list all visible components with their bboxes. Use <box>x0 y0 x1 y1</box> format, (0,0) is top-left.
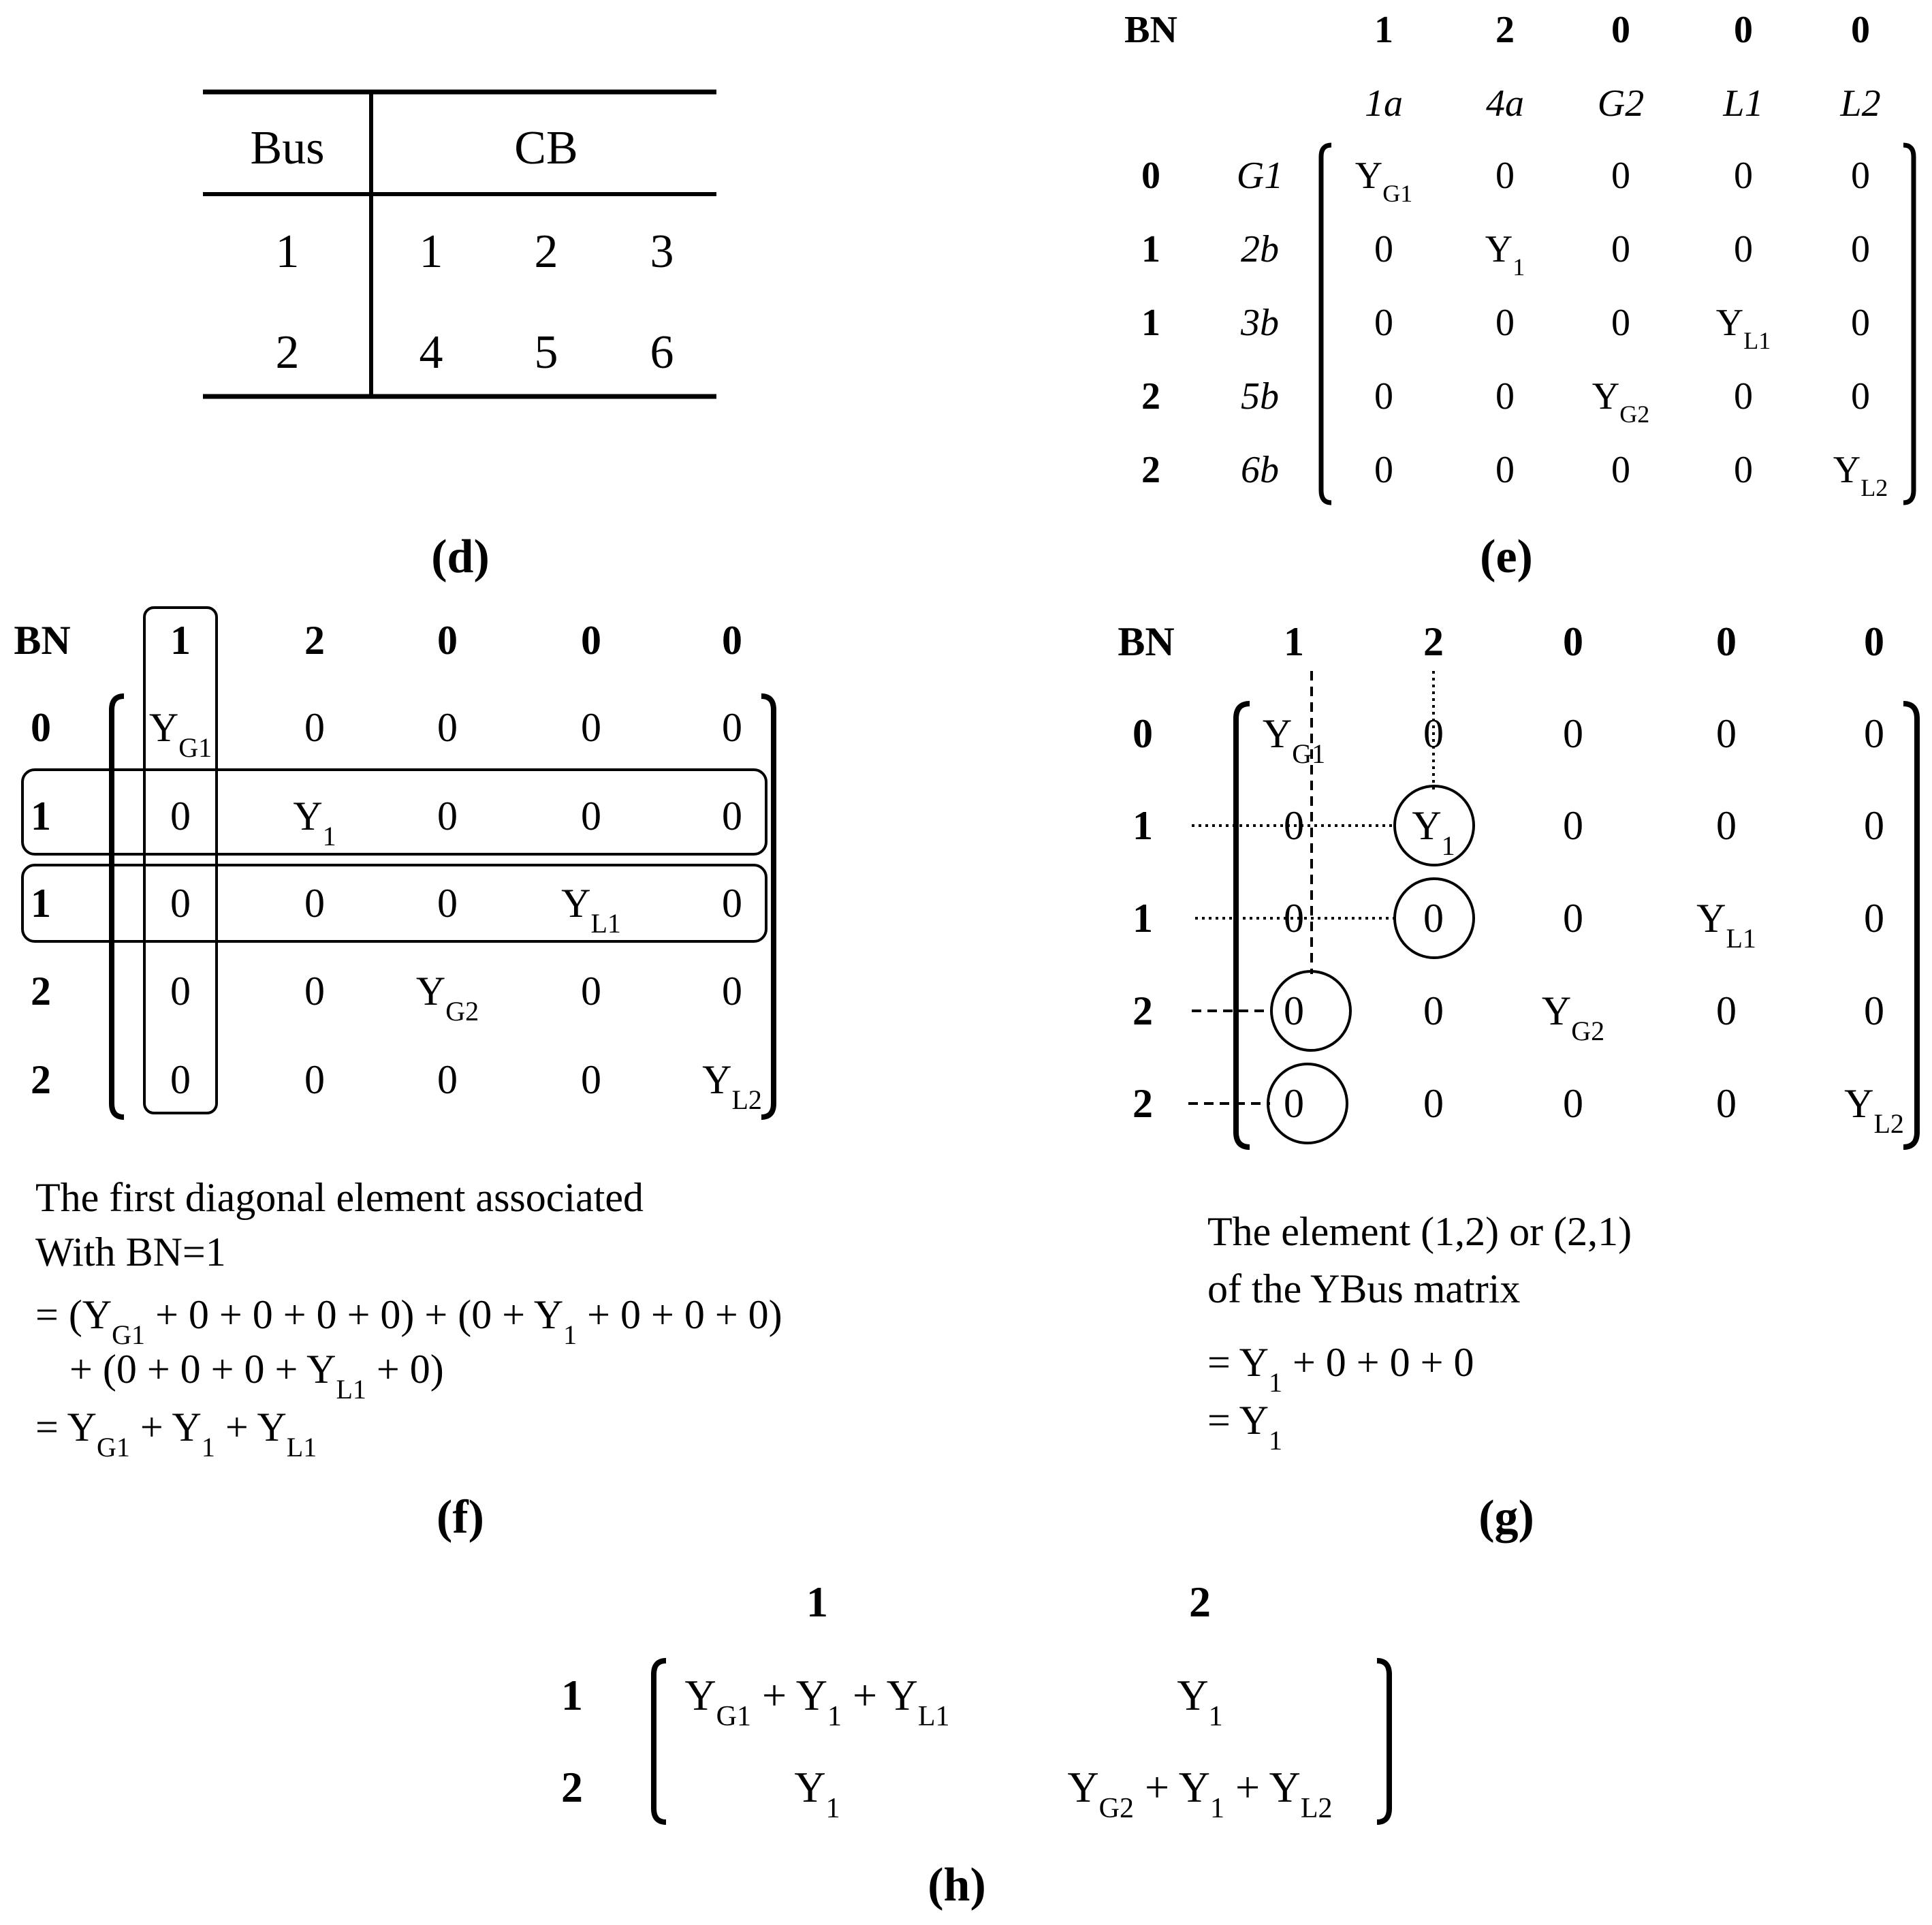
right-bracket <box>1377 1661 1389 1822</box>
panel-label-d: (d) <box>431 531 490 583</box>
caption-line: of the YBus matrix <box>1207 1266 1521 1311</box>
right-bracket <box>1903 704 1917 1147</box>
matrix-entry: 0 <box>1716 1081 1737 1126</box>
matrix-entry: 0 <box>1611 302 1630 344</box>
matrix-entry: 0 <box>304 881 325 926</box>
matrix-entry: 0 <box>170 881 191 926</box>
header-bus: Bus <box>250 122 325 174</box>
matrix-entry: $Y_{G2}$ <box>415 969 479 1027</box>
row-bus-number: 1 <box>1141 302 1160 344</box>
matrix-entry: 0 <box>1423 896 1444 941</box>
row-element-name: 5b <box>1241 375 1279 418</box>
column-bus-number: 2 <box>304 618 325 663</box>
matrix-entry: 0 <box>1734 155 1753 197</box>
column-bus-number: 0 <box>1716 619 1737 664</box>
matrix-entry: $Y_1$ <box>1412 803 1455 861</box>
matrix-entry: 0 <box>1611 155 1630 197</box>
equation-text: + $(0 + 0 + 0 + Y_{L1} + 0)$ <box>69 1347 444 1405</box>
matrix-entry: 0 <box>1851 302 1870 344</box>
bn-label: BN <box>1118 619 1175 664</box>
matrix-entry: $Y_{G1} + Y_1 + Y_{L1}$ <box>684 1671 950 1732</box>
row-bus-number: 2 <box>1141 449 1160 491</box>
matrix-entry: 0 <box>1851 375 1870 418</box>
matrix-entry: $Y_{G1}$ <box>1355 155 1413 207</box>
matrix-entry: 0 <box>1864 988 1884 1033</box>
row-bus-number: 2 <box>31 969 51 1014</box>
column-element-name: 4a <box>1486 82 1524 125</box>
column-bus-number: 0 <box>1563 619 1583 664</box>
matrix-entry: 0 <box>1423 988 1444 1033</box>
matrix-entry: 0 <box>1734 449 1753 491</box>
matrix-entry: 0 <box>1284 896 1304 941</box>
highlight-circle <box>1268 1064 1347 1143</box>
cb-cell: 4 <box>419 326 443 379</box>
matrix-entry: $Y_{L2}$ <box>702 1057 762 1115</box>
matrix-entry: $Y_{G2}$ <box>1541 988 1605 1046</box>
left-bracket <box>654 1661 666 1822</box>
cb-cell: 1 <box>419 225 443 278</box>
matrix-entry: 0 <box>1563 896 1583 941</box>
row-header: 1 <box>561 1671 583 1719</box>
matrix-entry: 0 <box>1563 711 1583 756</box>
column-element-names <box>1365 82 1881 125</box>
matrix-entry: 0 <box>581 705 601 750</box>
matrix-entry: 0 <box>1734 375 1753 418</box>
panel-g-offdiagonal-element <box>1118 619 1917 1544</box>
row-element-name: 3b <box>1241 302 1279 344</box>
column-bus-number: 0 <box>1734 9 1753 51</box>
caption-line: The first diagonal element associated <box>35 1175 644 1220</box>
equation-text: = $Y_1$ <box>1207 1398 1282 1456</box>
column-bus-number: 1 <box>170 618 191 663</box>
column-element-name: L2 <box>1840 82 1881 125</box>
matrix-entry: 0 <box>1716 711 1737 756</box>
matrix-entry: 0 <box>722 794 742 839</box>
row-element-name: 2b <box>1241 228 1279 270</box>
matrix-entry: 0 <box>1495 302 1515 344</box>
bus-cell: 1 <box>275 225 300 278</box>
matrix-entries <box>684 1671 1332 1824</box>
left-bracket <box>1236 704 1250 1147</box>
matrix-entry: 0 <box>722 705 742 750</box>
matrix-entry: $Y_{L2}$ <box>1844 1081 1904 1139</box>
row-element-names <box>1237 155 1283 491</box>
matrix-entry: 0 <box>1716 803 1737 848</box>
cb-cell: 3 <box>650 225 674 278</box>
matrix-entry: 0 <box>722 881 742 926</box>
column-bus-number: 1 <box>1284 619 1304 664</box>
column-bus-numbers <box>1374 9 1870 51</box>
column-header: 1 <box>806 1578 828 1626</box>
matrix-entry: $Y_{L1}$ <box>561 881 621 939</box>
row-bus-number: 2 <box>1141 375 1160 418</box>
right-bracket <box>1903 145 1914 503</box>
matrix-entry: 0 <box>581 794 601 839</box>
matrix-entries <box>149 705 762 1115</box>
panel-f-diagonal-element <box>14 608 782 1544</box>
row-bus-number: 1 <box>31 881 51 926</box>
matrix-entry: $Y_1$ <box>1485 228 1525 281</box>
equation-text: = $Y_{G1} + Y_1 + Y_{L1}$ <box>35 1405 317 1462</box>
panel-label-e: (e) <box>1480 531 1533 583</box>
column-element-name: 1a <box>1365 82 1403 125</box>
cb-cell: 5 <box>534 326 558 379</box>
matrix-entry: 0 <box>1563 803 1583 848</box>
row-bus-number: 0 <box>1133 711 1153 756</box>
matrix-entry: 0 <box>437 881 458 926</box>
matrix-entry: 0 <box>1864 896 1884 941</box>
header-cb: CB <box>514 122 578 174</box>
row-header: 2 <box>561 1763 583 1811</box>
row-bus-number: 2 <box>1133 988 1153 1033</box>
matrix-entry: $Y_1$ <box>1177 1671 1223 1732</box>
equation-line <box>35 1292 782 1350</box>
left-bracket <box>1321 145 1331 503</box>
matrix-entry: $Y_1$ <box>293 794 336 851</box>
matrix-entry: 0 <box>1851 228 1870 270</box>
matrix-entry: 0 <box>1374 228 1393 270</box>
matrix-entry: 0 <box>304 1057 325 1102</box>
bn-label: BN <box>14 618 71 663</box>
matrix-entry: 0 <box>437 705 458 750</box>
matrix-entry: 0 <box>304 705 325 750</box>
matrix-entry: 0 <box>1284 1081 1304 1126</box>
caption-line: With BN=1 <box>35 1230 226 1274</box>
matrix-entry: $Y_{G1}$ <box>1262 711 1326 769</box>
highlight-row-bn1 <box>22 770 766 854</box>
matrix-entry: 0 <box>1495 155 1515 197</box>
row-bus-number: 0 <box>1141 155 1160 197</box>
matrix-entry: 0 <box>1374 449 1393 491</box>
matrix-entry: 0 <box>170 969 191 1014</box>
matrix-entry: 0 <box>170 1057 191 1102</box>
column-bus-number: 0 <box>437 618 458 663</box>
matrix-entry: 0 <box>722 969 742 1014</box>
panel-label-h: (h) <box>928 1859 986 1911</box>
matrix-entry: 0 <box>581 1057 601 1102</box>
row-bus-number: 1 <box>1133 803 1153 848</box>
matrix-entry: 0 <box>1495 449 1515 491</box>
row-bus-number: 1 <box>1141 228 1160 270</box>
matrix-entry: 0 <box>1374 302 1393 344</box>
equation-line <box>1207 1398 1282 1456</box>
matrix-entry: 0 <box>1734 228 1753 270</box>
row-bus-numbers <box>1141 155 1160 491</box>
matrix-entries <box>1355 155 1888 501</box>
cb-cell: 2 <box>534 225 558 278</box>
panel-e-incidence-matrix <box>1124 9 1914 583</box>
equation-text: = $Y_1 + 0 + 0 + 0$ <box>1207 1340 1474 1398</box>
matrix-entry: 0 <box>1423 1081 1444 1126</box>
column-bus-number: 2 <box>1495 9 1515 51</box>
highlight-row-bn1 <box>22 865 766 941</box>
matrix-entry: $Y_{G2} + Y_1 + Y_{L2}$ <box>1067 1763 1333 1824</box>
panel-d-bus-cb-table <box>203 92 716 583</box>
matrix-entry: 0 <box>1611 228 1630 270</box>
equation-line <box>69 1347 444 1405</box>
column-bus-number: 0 <box>1851 9 1870 51</box>
matrix-entry: 0 <box>304 969 325 1014</box>
matrix-entry: 0 <box>1374 375 1393 418</box>
row-bus-numbers <box>31 705 51 1102</box>
matrix-entry: 0 <box>1284 988 1304 1033</box>
panel-label-g: (g) <box>1478 1491 1534 1544</box>
row-element-name: G1 <box>1236 155 1284 197</box>
matrix-entry: 0 <box>1864 803 1884 848</box>
column-bus-number: 0 <box>722 618 742 663</box>
panel-h-ybus-matrix <box>561 1578 1389 1911</box>
bus-cell: 2 <box>275 326 300 379</box>
cb-cell: 6 <box>650 326 674 379</box>
column-bus-number: 1 <box>1374 9 1393 51</box>
column-element-name: L1 <box>1723 82 1764 125</box>
matrix-entry: 0 <box>1611 449 1630 491</box>
column-bus-numbers <box>170 618 742 663</box>
equation-line <box>1207 1340 1474 1398</box>
equation-text: = $(Y_{G1} + 0 + 0 + 0 + 0) + (0 + Y_1 + 0 + 0 + 0)$ <box>35 1292 782 1350</box>
panel-label-f: (f) <box>437 1491 484 1544</box>
left-bracket <box>112 696 124 1117</box>
matrix-entry: 0 <box>437 794 458 839</box>
column-element-name: G2 <box>1597 82 1645 125</box>
row-bus-number: 0 <box>31 705 51 750</box>
matrix-entry: 0 <box>1563 1081 1583 1126</box>
matrix-entry: $Y_{G1}$ <box>148 705 212 763</box>
matrix-entry: 0 <box>1851 155 1870 197</box>
row-bus-number: 1 <box>31 794 51 839</box>
matrix-entry: $Y_{L1}$ <box>1715 302 1771 354</box>
matrix-entry: 0 <box>437 1057 458 1102</box>
row-bus-number: 1 <box>1133 896 1153 941</box>
matrix-entry: $Y_{G2}$ <box>1591 375 1650 428</box>
caption-line: The element (1,2) or (2,1) <box>1207 1209 1632 1254</box>
row-element-name: 6b <box>1241 449 1279 491</box>
column-bus-number: 2 <box>1423 619 1444 664</box>
matrix-entry: 0 <box>1423 711 1444 756</box>
matrix-entries <box>1263 711 1904 1139</box>
row-bus-number: 2 <box>31 1057 51 1102</box>
row-bus-numbers <box>1133 711 1153 1126</box>
matrix-entry: $Y_{L2}$ <box>1833 449 1888 501</box>
column-bus-number: 0 <box>1864 619 1884 664</box>
matrix-entry: $Y_{L1}$ <box>1696 896 1756 954</box>
matrix-entry: 0 <box>581 969 601 1014</box>
matrix-entry: 0 <box>170 794 191 839</box>
bn-label: BN <box>1124 9 1177 51</box>
matrix-entry: 0 <box>1495 375 1515 418</box>
matrix-entry: 0 <box>1716 988 1737 1033</box>
row-bus-number: 2 <box>1133 1081 1153 1126</box>
column-bus-number: 0 <box>1611 9 1630 51</box>
highlight-column-bn1 <box>144 608 217 1113</box>
matrix-entry: 0 <box>1284 803 1304 848</box>
column-header: 2 <box>1189 1578 1211 1626</box>
equation-line <box>35 1405 317 1462</box>
matrix-entry: 0 <box>1864 711 1884 756</box>
matrix-entry: $Y_1$ <box>794 1763 840 1824</box>
column-bus-numbers <box>1284 619 1884 664</box>
column-bus-number: 0 <box>581 618 601 663</box>
